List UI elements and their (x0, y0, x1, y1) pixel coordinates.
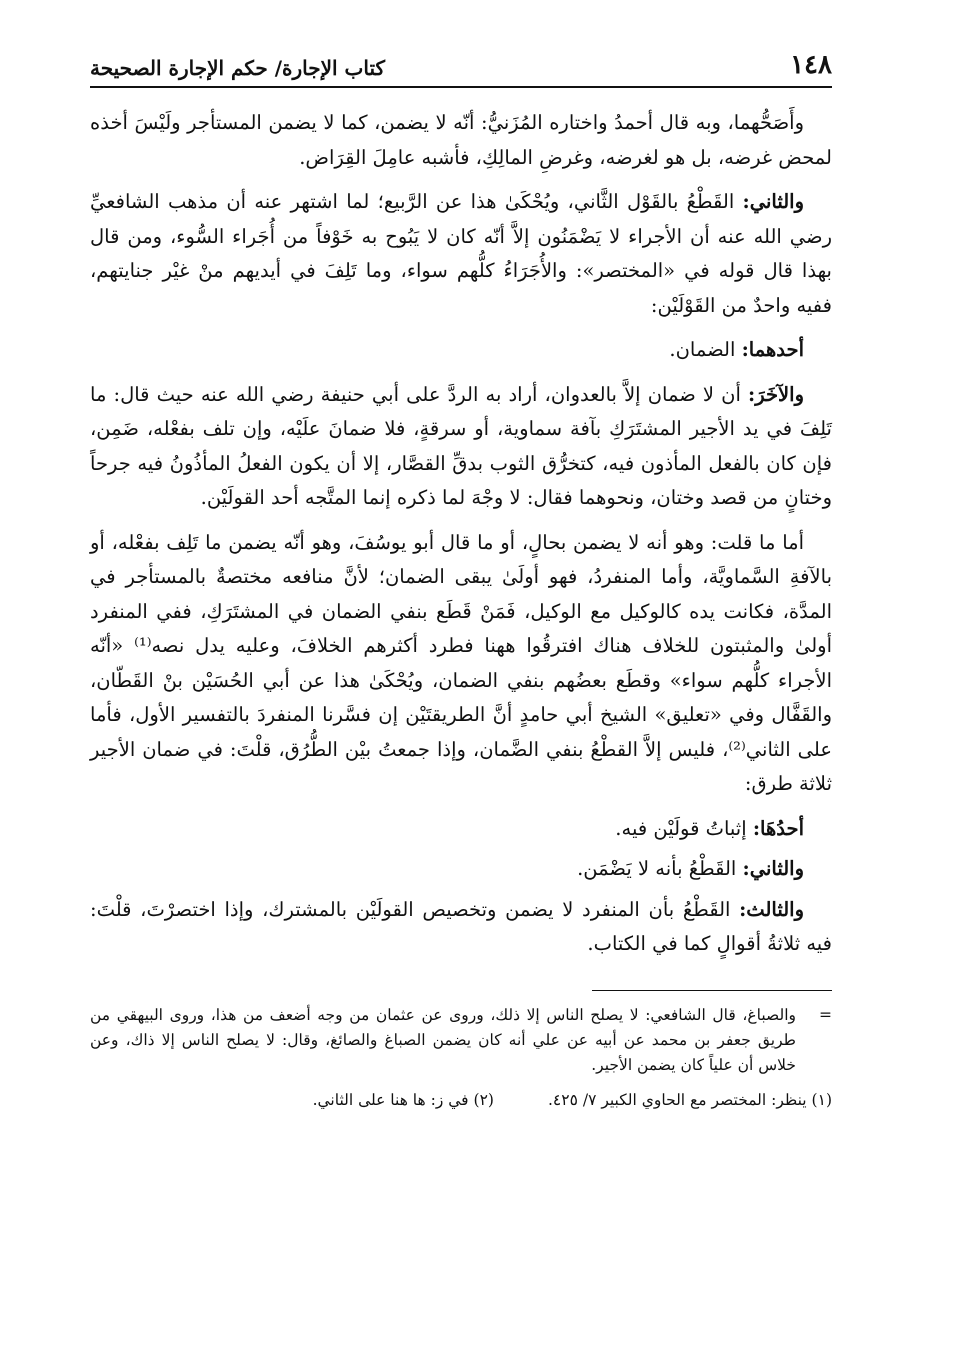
page-number: ١٤٨ (790, 50, 832, 80)
paragraph-3 (90, 333, 832, 368)
footnote-1-text: ينظر: المختصر مع الحاوي الكبير ٧/ ٤٢٥. (547, 1090, 807, 1109)
paragraph-1-text: وأَصَحُّهما، وبه قال أحمدُ واختاره المُزَنيُّ: أنّه لا يضمن، كما لا يضمن المستأجر ولَيْسَ أخذه لمحض غرضه، بل هو لغرضه، وغرضِ المالِكِ، فأشبه عامِلَ القِرَاض. (90, 111, 832, 169)
paragraph-7-lead: والثاني: (742, 857, 804, 880)
paragraph-2 (90, 185, 832, 323)
footnote-2-text: في ز: ها هنا على الثاني. (312, 1090, 469, 1109)
footnotes (90, 1003, 832, 1113)
body-text (90, 106, 832, 962)
paragraph-8-text: القَطْعُ بأن المنفرد لا يضمن وتخصيص القولَيْن بالمشترك، وإذا اختصرْتَ، قلْتَ: فيه ثلاثةُ أقوالٍ كما في الكتاب. (90, 897, 832, 955)
footnote-1 (548, 1088, 832, 1113)
page-header (90, 40, 832, 88)
footnote-line (90, 1088, 832, 1113)
paragraph-7-text: القَطْعُ بأنه لا يَضْمَن. (577, 857, 743, 880)
paragraph-7 (90, 852, 832, 887)
book-page (90, 40, 832, 1113)
paragraph-4 (90, 378, 832, 516)
footnote-1-marker: (١) (811, 1090, 832, 1109)
footnote-2 (313, 1088, 494, 1113)
paragraph-6 (90, 812, 832, 847)
paragraph-2-text: القَطْعُ بالقَوْل الثَّاني، ويُحْكَىٰ هذا عن الرَّبيع؛ لما اشتهر عنه أن مذهب الشافعيِّ رضي الله عنه أن الأجراء لا يَضْمَنُون إلاَّ أنّه كان لا يَبُوح به خَوْفاً من أُجَراء السُّوء، ومن قال بهذا قال قوله في «المختصر»: والأُجَرَاءُ كلُّهم سواء، وما تَلِفَ في أيديهم منْ غيْر جنايتهم، ففيه واحدٌ من القَوْلَيْن: (90, 190, 832, 317)
footnote-continuation-marker: = (819, 1005, 832, 1024)
footnote-continuation (90, 1003, 832, 1078)
paragraph-4-text: أن لا ضمان إلاَّ بالعدوان، أراد به الردَّ على أبي حنيفة رضي الله عنه حيث قال: ما تَلِفَ في يد الأجير المشتَرَكِ بآفة سماوية، أو سرقةٍ، فلا ضمانَ علَيْه، وإن تلف بفعْله، ضَمِن، فإن كان بالفعل المأذون فيه، كتخرُّق الثوب بدقِّ القصَّار، إلا أن يكون الفعلُ المأذُونُ فيه جرحاً وختانٍ من قصد وختان، ونحوهما فقال: لا وجْهَ لما ذكره إنما المتَّجه أحد القولَيْن. (90, 382, 832, 509)
paragraph-8-lead: والثالث: (739, 897, 804, 921)
paragraph-5-text: أما ما قلت: وهو أنه لا يضمن بحالٍ، أو ما قال أبو يوسُفَ، وهو أنّه يضمن ما تَلِف بفعْله، أو بالآفةِ السَّماويَّة، وأما المنفردُ، فهو أولَىٰ يبقى الضمان؛ لأنَّ منافعه مختصةٌ بالمستأجر في المدَّة، فكانت يده كالوكيل مع الوكيل، فَمَنْ قَطَع بنفي الضمان في المشتَرَكِ، ففي المنفرد أولىٰ والمثبتون للخلاف هناك افترقُوا ههنا فطرد أكثرهم الخلافَ، وعليه يدل نصه⁽¹⁾ «أنّه الأجراء كلُّهم سواء» وقطَع بعضُهم بنفي الضمان، ويُحْكَىٰ هذا عن أبي الحُسَيْن بنْ القَطّان، والقَفَّال وفي «تعليق» الشيخ أبي حامدٍ أنَّ الطريقتَيْن إن فسَّرنا المنفردَ بالتفسير الأول، فأما على الثاني⁽²⁾، فليس إلاَّ القطْعُ بنفي الضَّمان، وإذا جمعتُ بيْن الطُّرُق، قلْتَ: في ضمان الأجير ثلاثة طرق: (90, 530, 832, 795)
paragraph-6-text: إثباتُ قولَيْن فيه. (615, 816, 753, 840)
running-title: كتاب الإجارة/ حكم الإجارة الصحيحة (90, 56, 386, 80)
paragraph-8 (90, 893, 832, 962)
footnote-2-marker: (٢) (473, 1090, 494, 1109)
footnote-continuation-text: والصباغ، قال الشافعي: لا يصلح الناس إلا ذلك، وروى عن عثمان من وجه أضعف من هذا، وروى البيهقي من طريق جعفر بن محمد عن أبيه عن علي أنه كان يضمن الصباغ والصائغ، وقال: لا يصلح الناس إلا ذاك، وعن خلاس أن علياً كان يضمن الأجير. (90, 1005, 796, 1074)
footnote-separator (592, 990, 832, 991)
paragraph-5 (90, 526, 832, 802)
paragraph-4-lead: والآخَرَ: (748, 382, 804, 406)
paragraph-1 (90, 106, 832, 175)
paragraph-2-lead: والثاني: (742, 190, 804, 213)
paragraph-3-text: الضمان. (669, 338, 742, 361)
paragraph-3-lead: أحدهما: (741, 338, 804, 361)
paragraph-6-lead: أحدُهَا: (752, 816, 804, 840)
